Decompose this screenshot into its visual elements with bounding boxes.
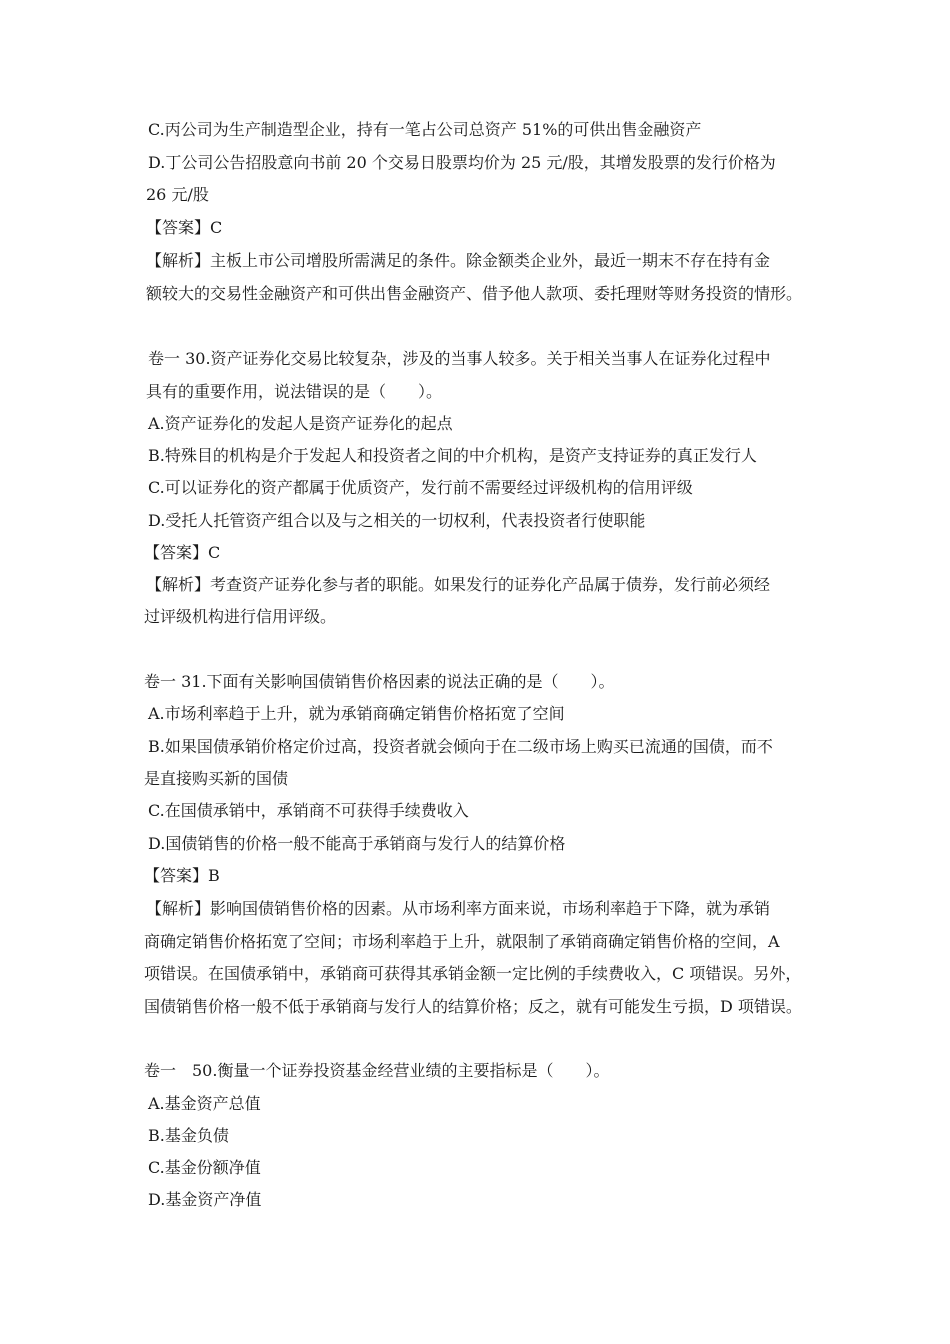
question-31-analysis-cont-2: 项错误。在国债承销中，承销商可获得其承销金额一定比例的手续费收入，C 项错误。另外， xyxy=(144,964,802,983)
question-50-stem: 卷一 50.衡量一个证券投资基金经营业绩的主要指标是（ ）。 xyxy=(144,1061,610,1080)
question-30-stem-cont: 具有的重要作用，说法错误的是（ ）。 xyxy=(146,382,443,401)
question-30-analysis: 【解析】考查资产证券化参与者的职能。如果发行的证券化产品属于债券，发行前必须经 xyxy=(146,575,771,594)
question-30-option-b: B.特殊目的机构是介于发起人和投资者之间的中介机构，是资产支持证券的真正发行人 xyxy=(148,446,757,465)
question-50-option-b: B.基金负债 xyxy=(148,1126,229,1145)
option-d-cont: 26 元/股 xyxy=(146,185,209,204)
question-31-option-a: A.市场利率趋于上升，就为承销商确定销售价格拓宽了空间 xyxy=(148,704,565,723)
question-31-analysis-cont-3: 国债销售价格一般不低于承销商与发行人的结算价格；反之，就有可能发生亏损，D 项错误。 xyxy=(144,997,802,1016)
question-30-analysis-cont: 过评级机构进行信用评级。 xyxy=(144,607,337,626)
question-31-option-b-cont: 是直接购买新的国债 xyxy=(144,769,289,788)
question-30-option-a: A.资产证券化的发起人是资产证券化的起点 xyxy=(148,414,453,433)
question-30-answer: 【答案】C xyxy=(144,543,221,562)
question-50-option-c: C.基金份额净值 xyxy=(148,1158,261,1177)
analysis-cont: 额较大的交易性金融资产和可供出售金融资产、借予他人款项、委托理财等财务投资的情形。 xyxy=(146,284,803,303)
question-31-option-b: B.如果国债承销价格定价过高，投资者就会倾向于在二级市场上购买已流通的国债，而不 xyxy=(148,737,773,756)
option-c: C.丙公司为生产制造型企业，持有一笔占公司总资产 51%的可供出售金融资产 xyxy=(148,120,702,139)
analysis: 【解析】主板上市公司增股所需满足的条件。除金额类企业外，最近一期末不存在持有金 xyxy=(146,251,771,270)
question-31-analysis-cont-1: 商确定销售价格拓宽了空间；市场利率趋于上升，就限制了承销商确定销售价格的空间，A xyxy=(144,932,780,951)
question-31-option-d: D.国债销售的价格一般不能高于承销商与发行人的结算价格 xyxy=(148,834,566,853)
option-d: D.丁公司公告招股意向书前 20 个交易日股票均价为 25 元/股，其增发股票的发行价格为 xyxy=(148,153,776,172)
question-31-stem: 卷一 31.下面有关影响国债销售价格因素的说法正确的是（ ）。 xyxy=(144,672,615,691)
question-30-stem: 卷一 30.资产证券化交易比较复杂，涉及的当事人较多。关于相关当事人在证券化过程中 xyxy=(148,349,771,368)
question-31-analysis: 【解析】影响国债销售价格的因素。从市场利率方面来说，市场利率趋于下降，就为承销 xyxy=(146,899,771,918)
question-30-option-c: C.可以证券化的资产都属于优质资产，发行前不需要经过评级机构的信用评级 xyxy=(148,478,693,497)
question-31-option-c: C.在国债承销中，承销商不可获得手续费收入 xyxy=(148,801,469,820)
question-30-option-d: D.受托人托管资产组合以及与之相关的一切权利，代表投资者行使职能 xyxy=(148,511,646,530)
question-50-option-a: A.基金资产总值 xyxy=(148,1094,261,1113)
question-50-option-d: D.基金资产净值 xyxy=(148,1190,262,1209)
answer: 【答案】C xyxy=(146,218,223,237)
question-31-answer: 【答案】B xyxy=(144,866,220,885)
